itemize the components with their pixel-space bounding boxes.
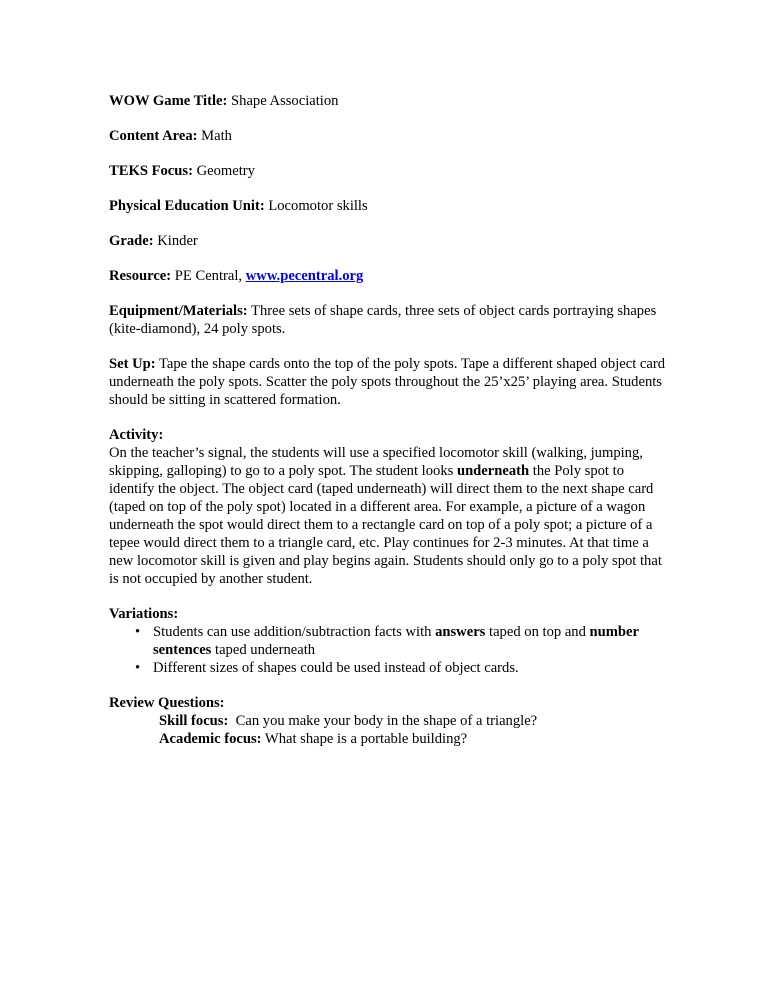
section-variations: [109, 605, 669, 677]
equipment-text: Three sets of shape cards, three sets of object cards portraying shapes (kite-diamond), 24 poly spots.: [109, 303, 657, 337]
activity-text-after: the Poly spot to identify the object. The object card (taped underneath) will direct them to the next shape card (taped on top of the poly spot) located in a different area. For example, a picture of a wagon underneath the spot would direct them to a rectangle card on top of a poly spot; a picture of a tepee would direct them to a triangle card, etc. Play continues for 2-3 minutes. At that time a new locomotor skill is given and play begins again. Students should only go to a poly spot that is not occupied by another student.: [109, 463, 662, 587]
field-equipment: [109, 302, 669, 338]
bullet-icon: •: [135, 624, 141, 640]
section-review: [109, 694, 669, 748]
review-skill: [109, 712, 669, 730]
skill-question: Can you make your body in the shape of a triangle?: [228, 713, 538, 729]
activity-text: [109, 445, 662, 587]
variations-heading: Variations:: [109, 606, 179, 622]
resource-value: PE Central,: [174, 268, 243, 284]
field-pe-unit: [109, 197, 669, 215]
field-value: Locomotor skills: [268, 198, 368, 214]
field-value: Math: [201, 128, 232, 144]
variations-list: [109, 623, 669, 677]
academic-label: Academic focus:: [159, 731, 262, 747]
skill-label: Skill focus:: [159, 713, 229, 729]
equipment-label: Equipment/Materials:: [109, 303, 248, 319]
document-page: [109, 92, 669, 765]
resource-label: Resource:: [109, 268, 172, 284]
list-item: • Different sizes of shapes could be used instead of object cards.: [135, 660, 519, 676]
list-item: • Students can use addition/subtraction facts with answers taped on top and number sentences taped underneath: [135, 624, 639, 658]
field-value: Geometry: [196, 163, 255, 179]
field-setup: [109, 355, 669, 409]
section-activity: [109, 426, 669, 588]
setup-text: Tape the shape cards onto the top of the poly spots. Tape a different shaped object card underneath the poly spots. Scatter the poly spots throughout the 25’x25’ playing area. Students should be sitting in scattered formation.: [109, 356, 666, 408]
activity-bold-word: underneath: [456, 463, 530, 479]
field-resource: [109, 267, 669, 285]
field-label: Content Area:: [109, 128, 198, 144]
field-game-title: [109, 92, 669, 110]
field-label: TEKS Focus:: [109, 163, 193, 179]
review-heading: Review Questions:: [109, 695, 225, 711]
field-label: Physical Education Unit:: [109, 198, 265, 214]
field-label: Grade:: [109, 233, 154, 249]
academic-question: What shape is a portable building?: [261, 731, 468, 747]
field-value: Kinder: [157, 233, 198, 249]
field-value: Shape Association: [231, 93, 339, 109]
setup-label: Set Up:: [109, 356, 156, 372]
review-academic: [109, 730, 669, 748]
resource-link[interactable]: www.pecentral.org: [245, 268, 364, 284]
field-label: WOW Game Title:: [109, 93, 228, 109]
field-content-area: [109, 127, 669, 145]
field-teks-focus: [109, 162, 669, 180]
bullet-icon: •: [135, 660, 141, 676]
activity-heading: Activity:: [109, 427, 164, 443]
field-grade: [109, 232, 669, 250]
activity-text-before: On the teacher’s signal, the students will use a specified locomotor skill (walking, jumping, skipping, galloping) to go to a poly spot. The student looks: [109, 445, 643, 479]
